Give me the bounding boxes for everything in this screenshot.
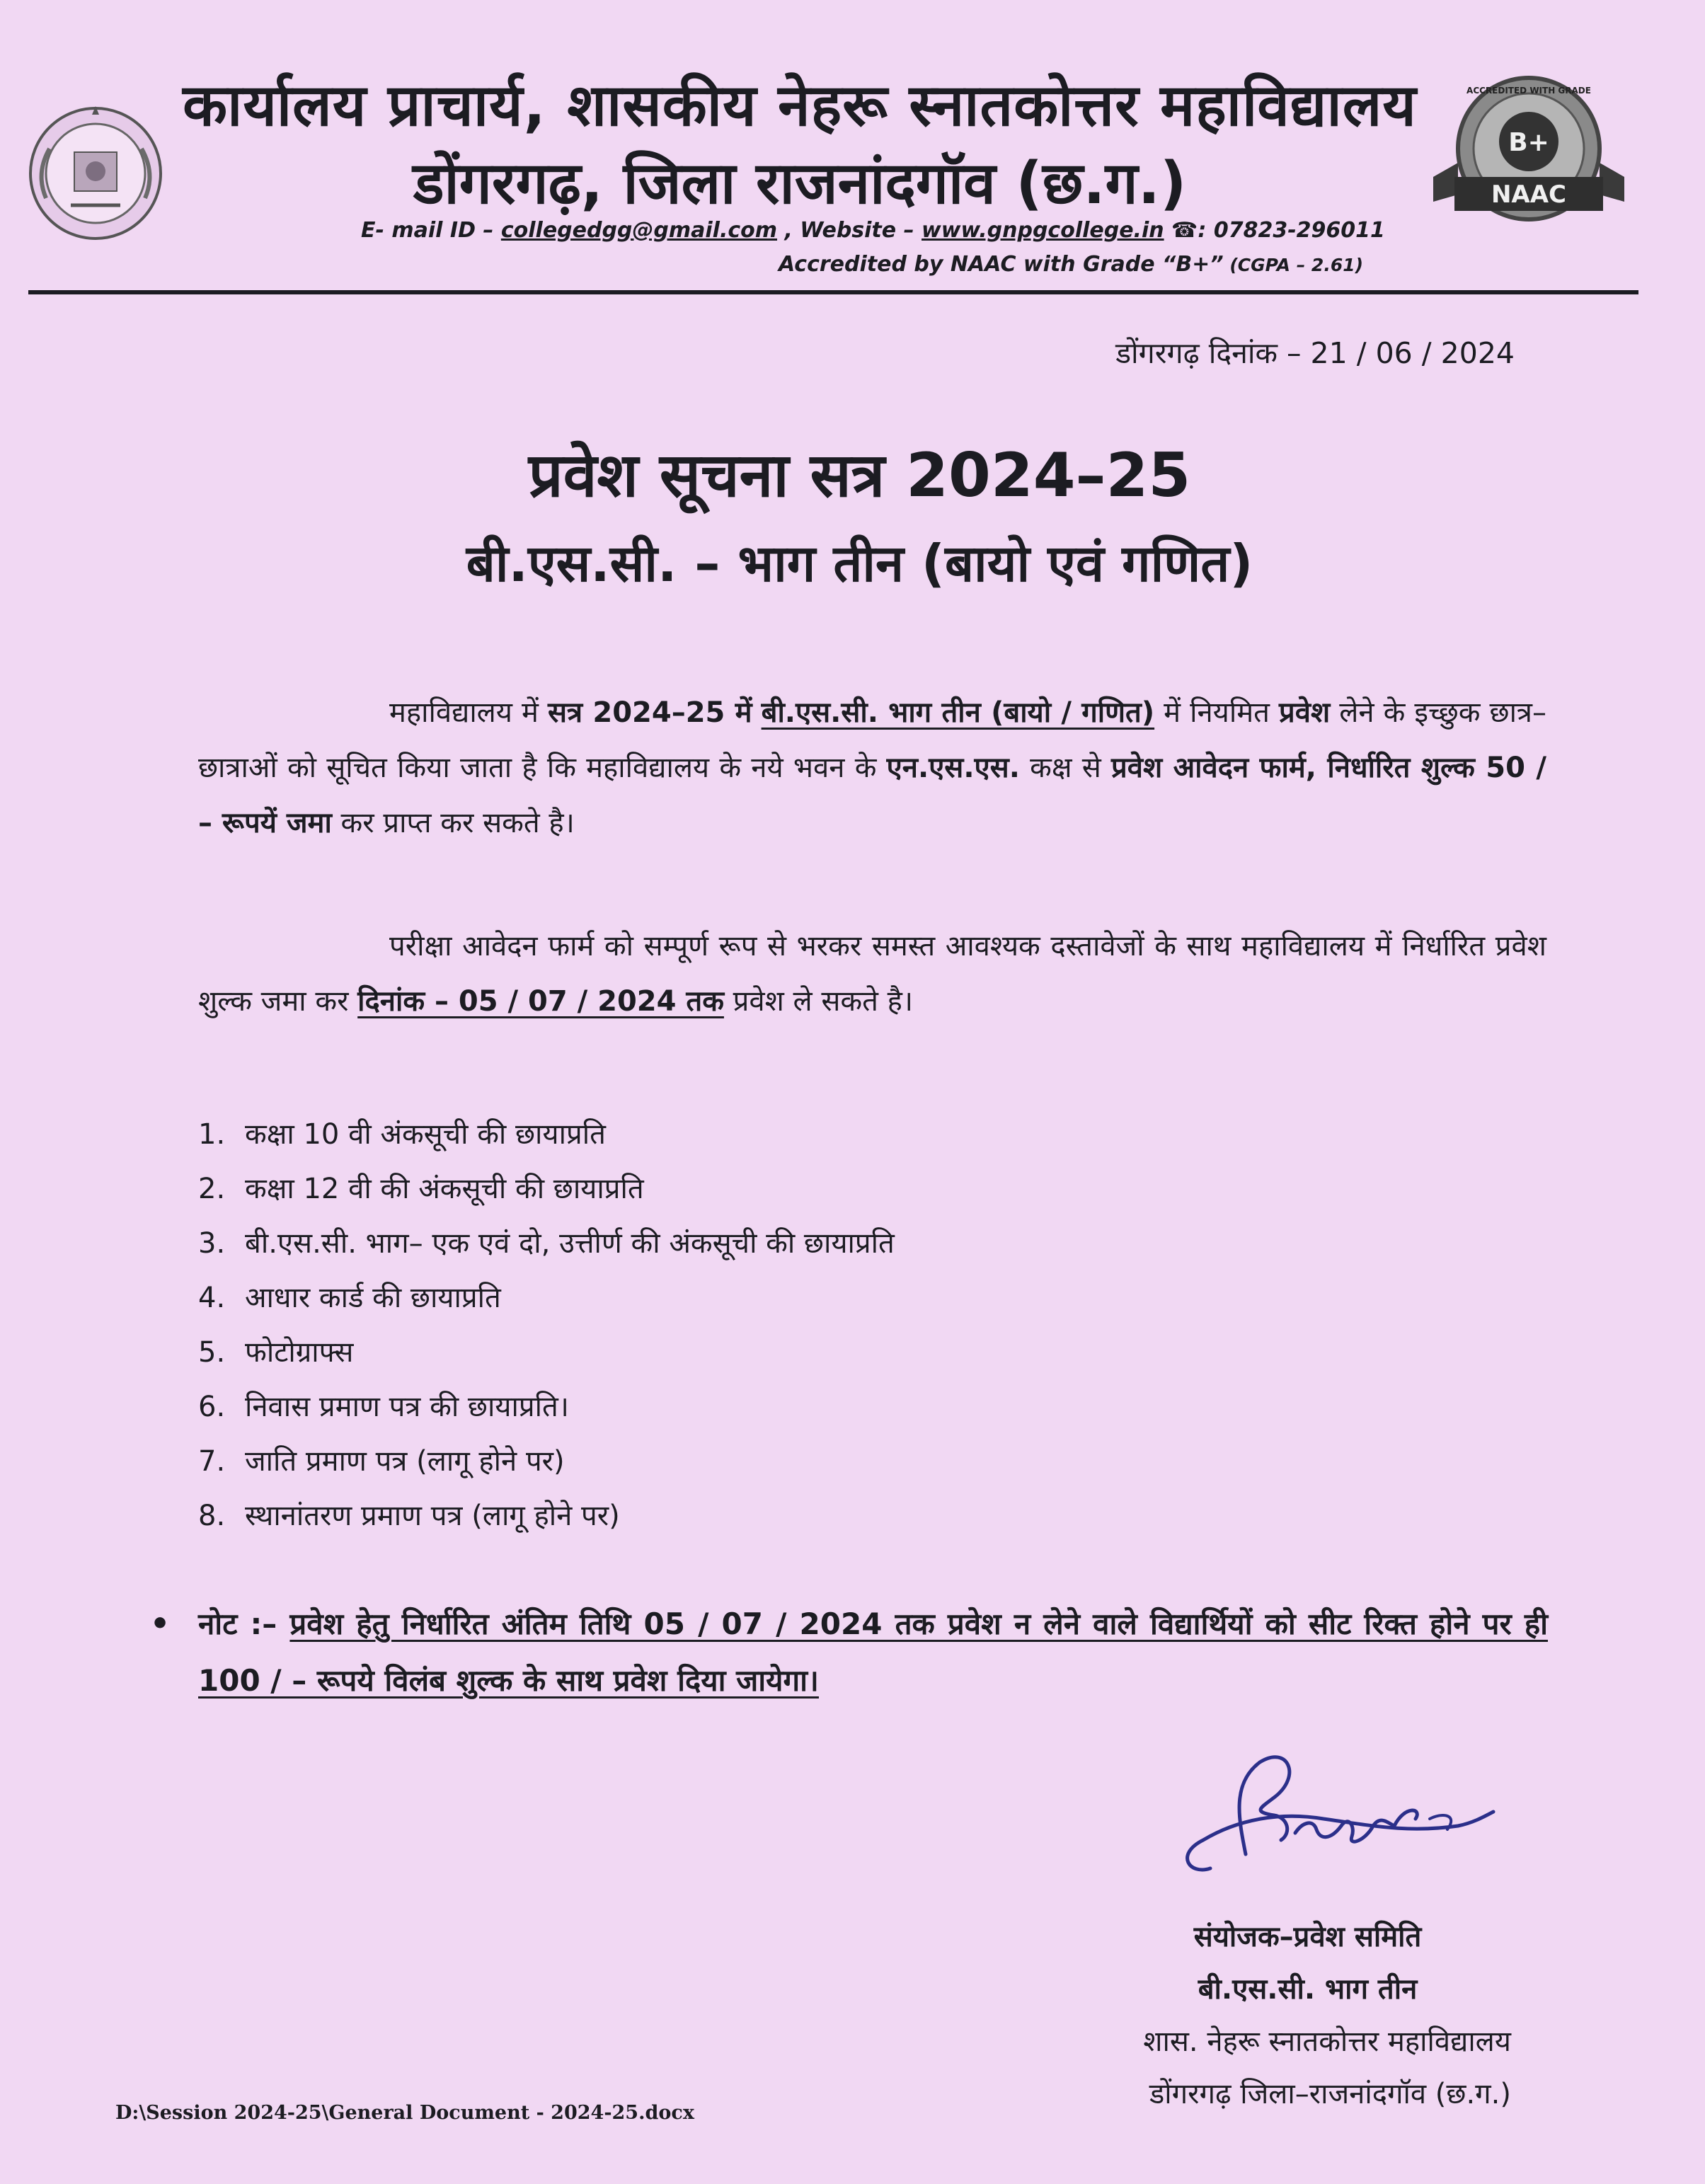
note-bullet: • [150, 1606, 171, 1642]
note-label: नोट :– [198, 1607, 290, 1641]
accreditation-text: Accredited by NAAC with Grade “B+” [779, 252, 1224, 277]
document-item [198, 1435, 1401, 1489]
contact-line [361, 218, 1458, 243]
document-item-number: 6. [198, 1391, 226, 1423]
phone-number: : 07823-296011 [1198, 218, 1385, 243]
required-documents-list [198, 1108, 1401, 1544]
document-item-number: 3. [198, 1227, 226, 1260]
admission-paragraph: महाविद्यालय में सत्र 2024–25 में बी.एस.सी. भाग तीन (बायो / गणित) में नियमित प्रवेश लेने के इच्छुक छात्र–छात्राओं को सूचित किया जाता है कि महाविद्यालय के नये भवन के एन.एस.एस. कक्ष से प्रवेश आवेदन फार्म, निर्धारित शुल्क 50 / – रूपयें जमा कर प्राप्त कर सकते है। [198, 696, 1547, 839]
late-fee-note [150, 1596, 1548, 1709]
document-item [198, 1380, 1401, 1435]
signatory-location: डोंगरगढ़ जिला–राजनांदगॉव (छ.ग.) [1149, 2078, 1511, 2110]
file-path-footer: D:\Session 2024-25\General Document - 2024-25.docx [115, 2102, 694, 2124]
office-location: डोंगरगढ़, जिला राजनांदगॉव (छ.ग.) [413, 150, 1187, 217]
document-item-text: फोटोग्राफ्स [245, 1336, 354, 1369]
signatory-college: शास. नेहरू स्नातकोत्तर महाविद्यालय [1143, 2025, 1511, 2058]
document-item [198, 1162, 1401, 1217]
office-heading: कार्यालय प्राचार्य, शासकीय नेहरू स्नातकोत्तर महाविद्यालय [183, 72, 1417, 139]
note-text: प्रवेश हेतु निर्धारित अंतिम तिथि 05 / 07 / 2024 तक प्रवेश न लेने वाले विद्यार्थियों को सीट रिक्त होने पर ही 100 / – रूपये विलंब शुल्क के साथ प्रवेश दिया जायेगा। [198, 1607, 1548, 1698]
document-item-text: कक्षा 10 वी अंकसूची की छायाप्रति [245, 1118, 606, 1151]
college-emblem-logo [21, 99, 170, 248]
signature-block [920, 1911, 1511, 2120]
document-item-number: 1. [198, 1118, 226, 1151]
accreditation-line [779, 252, 1364, 277]
document-item [198, 1326, 1401, 1380]
notice-title: प्रवेश सूचना सत्र 2024–25 [528, 440, 1191, 511]
cgpa-text: (CGPA – 2.61) [1223, 255, 1364, 275]
notice-date: डोंगरगढ़ दिनांक – 21 / 06 / 2024 [1115, 336, 1515, 370]
document-item-number: 4. [198, 1282, 226, 1314]
document-item-text: जाति प्रमाण पत्र (लागू होने पर) [245, 1445, 565, 1478]
signatory-class: बी.एस.सी. भाग तीन [1198, 1973, 1418, 2006]
document-item-text: आधार कार्ड की छायाप्रति [245, 1282, 501, 1314]
document-item [198, 1271, 1401, 1326]
naac-seal-logo [1426, 71, 1631, 234]
naac-label: NAAC [1491, 180, 1567, 209]
notice-subtitle: बी.एस.सी. – भाग तीन (बायो एवं गणित) [466, 534, 1253, 593]
document-item [198, 1489, 1401, 1544]
document-item-text: निवास प्रमाण पत्र की छायाप्रति। [245, 1391, 569, 1423]
document-item-text: स्थानांतरण प्रमाण पत्र (लागू होने पर) [245, 1500, 620, 1532]
document-item-text: बी.एस.सी. भाग– एक एवं दो, उत्तीर्ण की अंकसूची की छायाप्रति [245, 1227, 895, 1260]
website-label: , Website – [777, 218, 922, 243]
naac-grade: B+ [1508, 128, 1549, 157]
document-item-number: 2. [198, 1173, 226, 1205]
document-item [198, 1108, 1401, 1162]
signatory-title: संयोजक–प्रवेश समिति [1193, 1921, 1422, 1953]
document-item [198, 1217, 1401, 1271]
deadline-paragraph: परीक्षा आवेदन फार्म को सम्पूर्ण रूप से भरकर समस्त आवश्यक दस्तावेजों के साथ महाविद्यालय में निर्धारित प्रवेश शुल्क जमा कर दिनांक – 05 / 07 / 2024 तक प्रवेश ले सकते है। [198, 930, 1546, 1018]
document-item-number: 7. [198, 1445, 226, 1478]
document-item-text: कक्षा 12 वी की अंकसूची की छायाप्रति [245, 1173, 644, 1205]
website-link[interactable]: www.gnpgcollege.in [922, 218, 1164, 243]
document-item-number: 5. [198, 1336, 226, 1369]
naac-ring-text: ACCREDITED WITH GRADE [1466, 86, 1591, 96]
phone-icon: ☎ [1164, 218, 1198, 243]
email-link[interactable]: collegedgg@gmail.com [500, 218, 778, 243]
coordinator-signature [1161, 1734, 1515, 1897]
header-divider [28, 290, 1638, 294]
document-item-number: 8. [198, 1500, 226, 1532]
email-label: E- mail ID – [361, 218, 501, 243]
